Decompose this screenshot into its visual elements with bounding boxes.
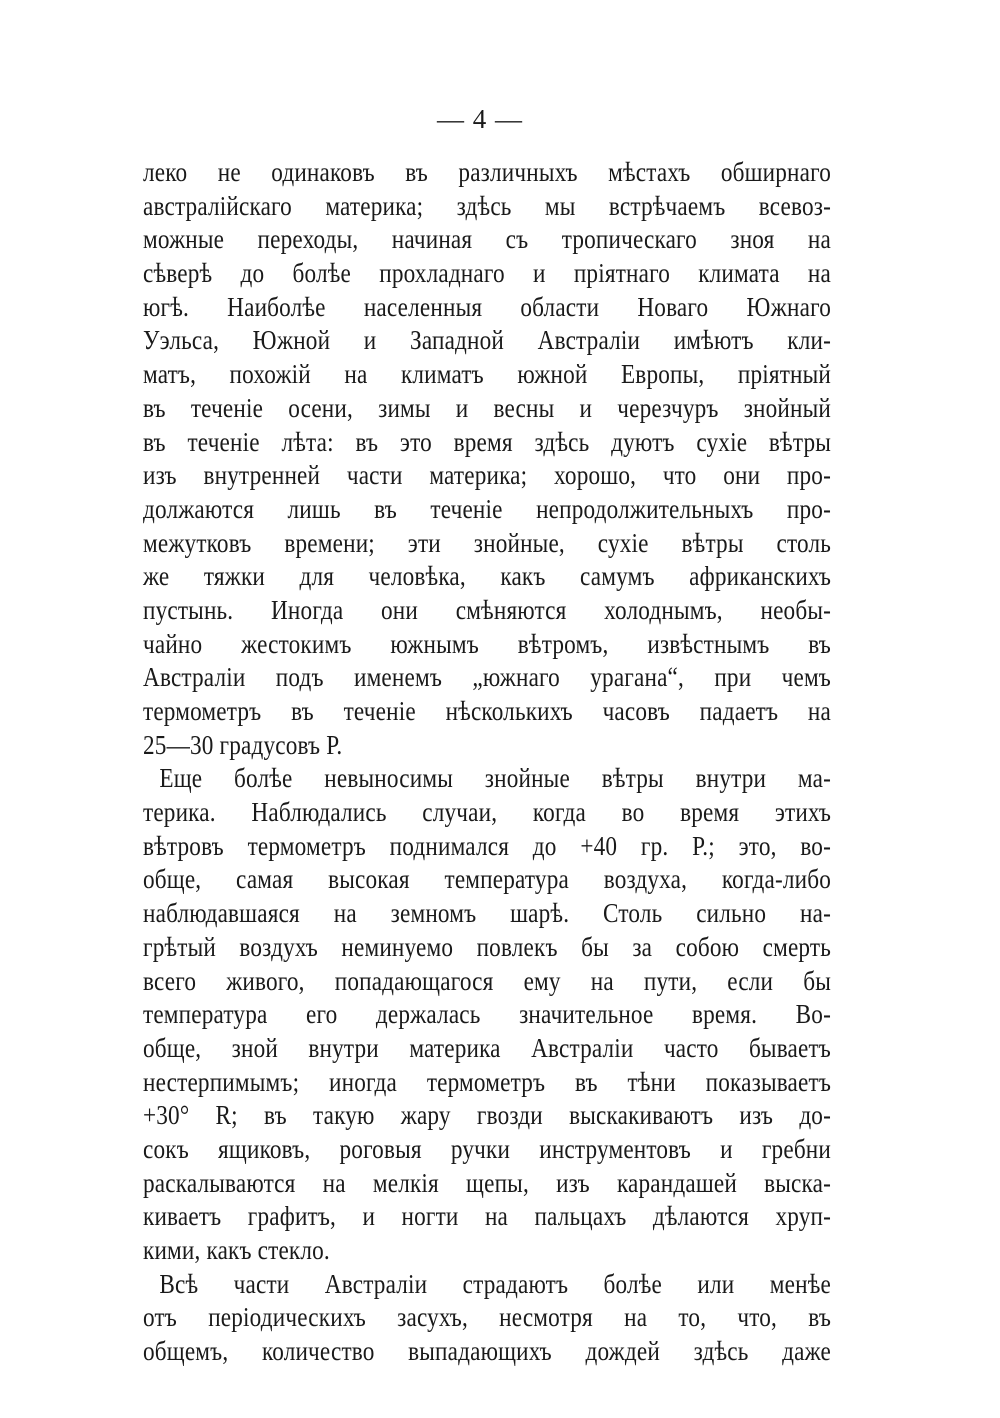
text-line: температура его держалась значительное время. Во- <box>143 999 831 1030</box>
paragraph-2 <box>143 762 831 1267</box>
text-line: +30° R; въ такую жару гвозди выскакиваютъ изъ до- <box>143 1100 831 1131</box>
text-line: должаются лишь въ теченіе непродолжительныхъ про- <box>143 493 831 524</box>
text-line: леко не одинаковъ въ различныхъ мѣстахъ обширнаго <box>143 157 831 187</box>
text-line: австралійскаго материка; здѣсь мы встрѣчаемъ всевоз- <box>143 190 831 221</box>
text-line: изъ внутренней части материка; хорошо, что они про- <box>143 460 831 491</box>
text-line: всего живого, попадающагося ему на пути, если бы <box>143 965 831 996</box>
text-line: терика. Наблюдались случаи, когда во время этихъ <box>143 797 831 828</box>
text-line: Уэльса, Южной и Западной Австраліи имѣютъ кли- <box>143 325 831 356</box>
text-line: Австраліи подъ именемъ „южнаго урагана“, при чемъ <box>143 662 831 693</box>
text-line: межутковъ времени; эти знойные, сухіе вѣтры столь <box>143 527 831 558</box>
text-line: обще, самая высокая температура воздуха, когда-либо <box>143 864 831 895</box>
text-line: матъ, похожій на климатъ южной Европы, пріятный <box>143 359 831 390</box>
text-line: въ теченіе осени, зимы и весны и черезчуръ знойный <box>143 392 831 423</box>
text-line: киваетъ графитъ, и ногти на пальцахъ дѣлаются хруп- <box>143 1201 831 1232</box>
text-line: сѣверѣ до болѣе прохладнаго и пріятнаго климата на <box>143 258 831 289</box>
text-line: отъ періодическихъ засухъ, несмотря на то, что, въ <box>143 1302 831 1333</box>
text-line: чайно жестокимъ южнымъ вѣтромъ, извѣстнымъ въ <box>143 628 831 659</box>
page-number: — 4 — <box>437 104 523 134</box>
text-line: раскалываются на мелкія щепы, изъ карандашей выска- <box>143 1167 831 1198</box>
text-line: грѣтый воздухъ неминуемо повлекъ бы за собою смерть <box>143 931 831 962</box>
text-line: наблюдавшаяся на земномъ шарѣ. Столь сильно на- <box>143 898 831 929</box>
text-line: общемъ, количество выпадающихъ дождей здѣсь даже <box>143 1336 831 1367</box>
paragraph-3 <box>143 1268 831 1369</box>
text-line: можные переходы, начиная съ тропическаго зноя на <box>143 224 831 255</box>
text-line: обще, зной внутри материка Австраліи часто бываетъ <box>143 1032 831 1063</box>
text-line: термометръ въ теченіе нѣсколькихъ часовъ падаетъ на <box>143 696 831 726</box>
body-text <box>143 156 831 1369</box>
text-line: же тяжки для человѣка, какъ самумъ африканскихъ <box>143 561 831 592</box>
text-line: югѣ. Наиболѣе населенныя области Новаго Южнаго <box>143 291 831 322</box>
text-line: вѣтровъ термометръ поднимался до +40 гр. Р.; это, во- <box>143 830 831 861</box>
text-line: пустынь. Иногда они смѣняются холоднымъ, необы- <box>143 594 831 625</box>
text-line: Еще болѣе невыносимы знойные вѣтры внутри ма- <box>159 763 832 794</box>
text-line: кими, какъ стекло. <box>143 1235 330 1265</box>
text-line: Всѣ части Австраліи страдаютъ болѣе или менѣе <box>159 1268 832 1299</box>
text-line: сокъ ящиковъ, роговыя ручки инструментовъ и гребни <box>143 1133 831 1164</box>
text-line: нестерпимымъ; иногда термометръ въ тѣни показываетъ <box>143 1066 831 1097</box>
paragraph-1 <box>143 156 831 762</box>
text-line: 25—30 градусовъ Р. <box>143 729 343 760</box>
text-line: въ теченіе лѣта: въ это время здѣсь дуютъ сухіе вѣтры <box>143 426 831 457</box>
